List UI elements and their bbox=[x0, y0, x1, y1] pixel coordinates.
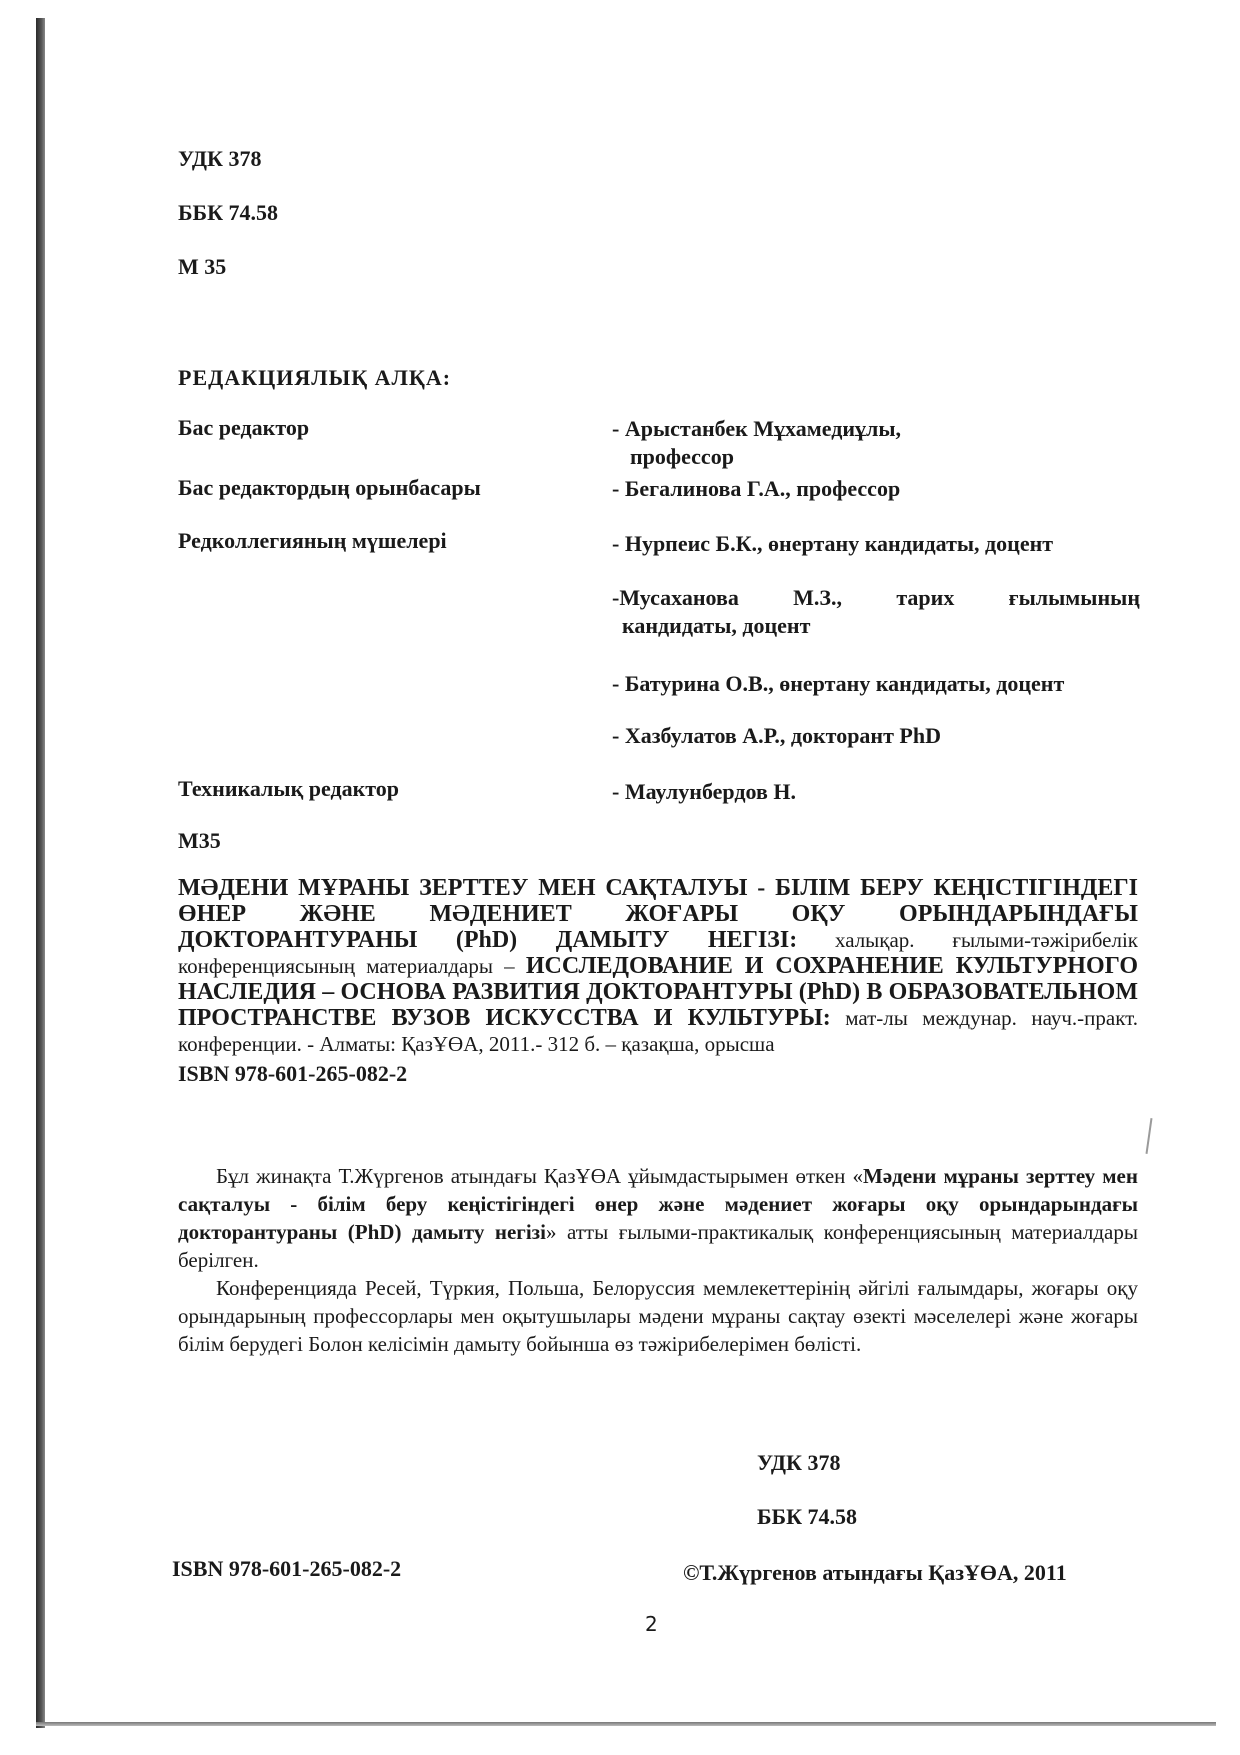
board-label-tech-editor: Техникалық редактор bbox=[178, 776, 400, 801]
board-value-chief-editor bbox=[612, 415, 901, 471]
board-label-deputy-editor: Бас редактордың орынбасары bbox=[178, 475, 481, 500]
board-member-khazbulatov: - Хазбулатов А.Р., докторант PhD bbox=[612, 723, 941, 748]
board-value-deputy-editor: - Бегалинова Г.А., профессор bbox=[612, 476, 901, 501]
scan-edge-left bbox=[36, 18, 45, 1728]
abstract-p1-end: » атты ғылыми-практикалық конференциясының материалдары берілген. bbox=[178, 1220, 1138, 1272]
abstract-paragraph-2: Конференцияда Ресей, Түркия, Польша, Белоруссия мемлекеттерінің әйгілі ғалымдары, жоғары оқу орындарының профессорлары мен оқытушылары мәдени мұраны сақтау өзекті мәселелері және жоғары білім берудегі Болон келісімін дамыту бойынша өз тәжірибелерімен бөлісті. bbox=[178, 1276, 1138, 1356]
footer-copyright: ©Т.Жүргенов атындағы ҚазҰӨА, 2011 bbox=[683, 1560, 1067, 1585]
board-member-musakhanova bbox=[612, 584, 1140, 640]
abstract-paragraph-1 bbox=[178, 1162, 1138, 1274]
footer-bbk: ББК 74.58 bbox=[757, 1504, 858, 1529]
board-label-chief-editor: Бас редактор bbox=[178, 415, 310, 440]
subtitle-kazakh: халықар. ғылыми-тәжірибелік конференциясының материалдары – bbox=[178, 928, 1138, 978]
title-kazakh: МӘДЕНИ МҰРАНЫ ЗЕРТТЕУ МЕН САҚТАЛУЫ - БІЛІМ БЕРУ КЕҢІСТІГІНДЕГІ ӨНЕР ЖӘНЕ МӘДЕНИЕТ ЖОҒАРЫ ОҚУ ОРЫНДАРЫНДАҒЫ ДОКТОРАНТУРАНЫ (PhD) ДАМЫТУ НЕГІЗІ: bbox=[178, 875, 1138, 953]
abstract bbox=[178, 1162, 1138, 1358]
chief-editor-name: - Арыстанбек Мұхамедиұлы, bbox=[612, 416, 902, 441]
title-russian: ИССЛЕДОВАНИЕ И СОХРАНЕНИЕ КУЛЬТУРНОГО НАСЛЕДИЯ – ОСНОВА РАЗВИТИЯ ДОКТОРАНТУРЫ (PhD) В ОБРАЗОВАТЕЛЬНОМ ПРОСТРАНСТВЕ ВУЗОВ ИСКУССТВА И КУЛЬТУРЫ: bbox=[178, 953, 1138, 1031]
catalog-mark: М35 bbox=[178, 828, 221, 853]
board-member-baturina: - Батурина О.В., өнертану кандидаты, доцент bbox=[612, 671, 1065, 696]
board-value-tech-editor: - Маулунбердов Н. bbox=[612, 779, 796, 804]
musakhanova-line1: -Мусаханова М.З., тарих ғылымының bbox=[612, 585, 1140, 610]
isbn-line: ISBN 978-601-265-082-2 bbox=[178, 1061, 408, 1086]
board-heading: РЕДАКЦИЯЛЫҚ АЛҚА: bbox=[178, 365, 452, 390]
chief-editor-title: профессор bbox=[630, 444, 734, 469]
abstract-p1-conference-title: Мәдени мұраны зерттеу мен сақталуы - білім беру кеңістігіндегі өнер және мәдениет жоғары оқу орындарындағы докторантураны (PhD) дамыту негізі bbox=[178, 1164, 1138, 1244]
musakhanova-line2: кандидаты, доцент bbox=[622, 613, 811, 638]
footer-udk: УДК 378 bbox=[757, 1450, 841, 1475]
bibliographic-description bbox=[178, 875, 1138, 1087]
author-mark: М 35 bbox=[178, 254, 227, 279]
scan-edge-bottom bbox=[36, 1722, 1216, 1726]
bbk-code: ББК 74.58 bbox=[178, 200, 279, 225]
board-member-nurpeis: - Нурпеис Б.К., өнертану кандидаты, доцент bbox=[612, 531, 1054, 556]
footer-isbn: ISBN 978-601-265-082-2 bbox=[172, 1556, 402, 1581]
board-label-members: Редколлегияның мүшелері bbox=[178, 528, 447, 553]
page-number: 2 bbox=[645, 1612, 658, 1636]
abstract-p1-start: Бұл жинақта Т.Жүргенов атындағы ҚазҰӨА ұйымдастырымен өткен « bbox=[216, 1164, 864, 1188]
udk-code: УДК 378 bbox=[178, 146, 262, 171]
stray-pen-mark bbox=[1146, 1118, 1153, 1154]
imprint: мат-лы междунар. науч.-практ. конференции. - Алматы: ҚазҰӨА, 2011.- 312 б. – қазақша, орысша bbox=[178, 1006, 1138, 1056]
